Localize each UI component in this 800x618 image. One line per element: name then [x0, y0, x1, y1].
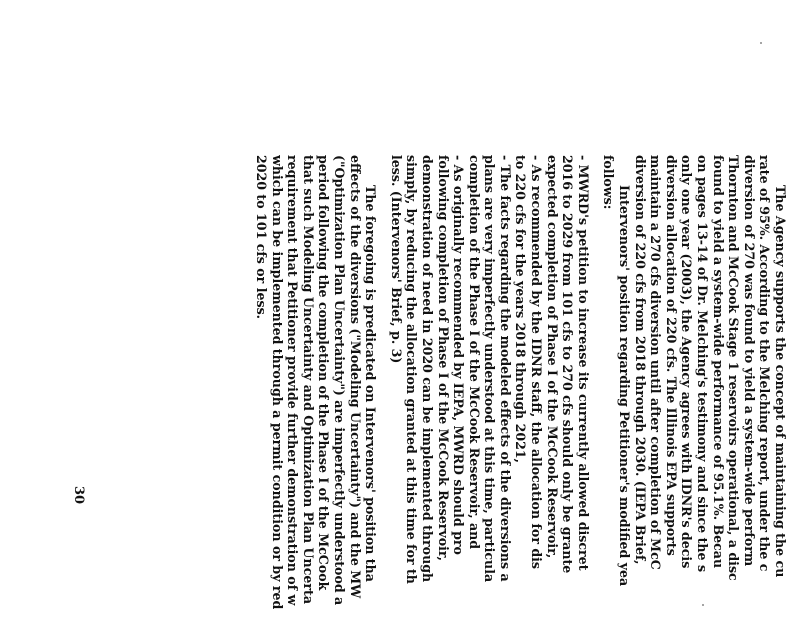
- text-line: demonstration of need in 2020 can be implemented through: [419, 155, 435, 583]
- page-number: 30: [71, 486, 86, 505]
- text-line: effects of the diversions ("Modeling Uncertainty") and the MW: [347, 155, 363, 599]
- paragraph-gap: [591, 155, 601, 618]
- text-line: which can be implemented through a permit condition or by red: [269, 155, 285, 610]
- scan-speck: [702, 604, 704, 606]
- text-line: Thornton and McCook Stage 1 reservoirs operational, a disc: [726, 155, 742, 581]
- text-line: completion of the Phase I of the McCook Reservoir, and: [466, 155, 482, 550]
- text-line: Intervenors' position regarding Petitioner's modified yea: [617, 185, 633, 587]
- text-line: rate of 95%. According to the Melching report, under the c: [757, 155, 773, 572]
- bullet-line: - As recommended by the IDNR staff, the allocation for dis: [529, 155, 545, 570]
- text-line: diversion of 220 cfs from 2018 through 2030. (IEPA Brief,: [632, 155, 648, 565]
- scan-speck: [760, 42, 762, 44]
- text-line: period following the completion of the Phase I of the McCook: [316, 155, 332, 591]
- text-line: diversion of 270 was found to yield a system-wide perform: [741, 155, 757, 567]
- text-line: to 220 cfs for the years 2018 through 2021,: [513, 155, 529, 464]
- bullet-line: - As originally recommended by IEPA, MWRD should pro: [451, 155, 467, 555]
- rotated-text-block: [108, 155, 788, 618]
- text-line: only one year (2003), the Agency agrees with IDNR's decis: [679, 155, 695, 569]
- text-line: requirement that Petitioner provide further demonstration of w: [285, 155, 301, 606]
- text-line: The Agency supports the concept of maintaining the cu: [773, 185, 788, 578]
- text-line: expected completion of Phase I of the McCook Reservoir,: [544, 155, 560, 559]
- text-line: 2016 to 2029 from 101 cfs to 270 cfs should only be grante: [560, 155, 576, 574]
- text-line: ("Optimization Plan Uncertainty") are imperfectly understood a: [331, 155, 347, 606]
- text-line: maintain a 270 cfs diversion until after completion of McC: [648, 155, 664, 570]
- text-line: on pages 13-14 of Dr. Melching's testimony and since the s: [695, 155, 711, 573]
- bullet-line: - MWRD's petition to increase its currently allowed discret: [575, 155, 591, 571]
- text-line: follows:: [601, 155, 617, 210]
- text-line: plans are very imperfectly understood at this time, particula: [482, 155, 498, 583]
- text-line: found to yield a system-wide performance of 95.1%. Becau: [710, 155, 726, 569]
- text-line: less. (Intervenors' Brief, p. 3): [388, 155, 404, 364]
- text-line: The foregoing is predicated on Intervenors' position tha: [363, 185, 379, 582]
- text-line: following completion of Phase I of the McCook Reservoir,: [435, 155, 451, 561]
- text-line: 2020 to 101 cfs or less.: [254, 155, 269, 320]
- text-line: that such Modeling Uncertainty and Optimization Plan Uncerta: [300, 155, 316, 604]
- text-line: simply, by reducing the allocation granted at this time for th: [404, 155, 420, 584]
- paragraph-gap: [378, 155, 388, 618]
- text-line: diversion allocation of 220 cfs. The Illinois EPA supports: [663, 155, 679, 556]
- bullet-line: - The facts regarding the modeled effects of the diversions a: [497, 155, 513, 582]
